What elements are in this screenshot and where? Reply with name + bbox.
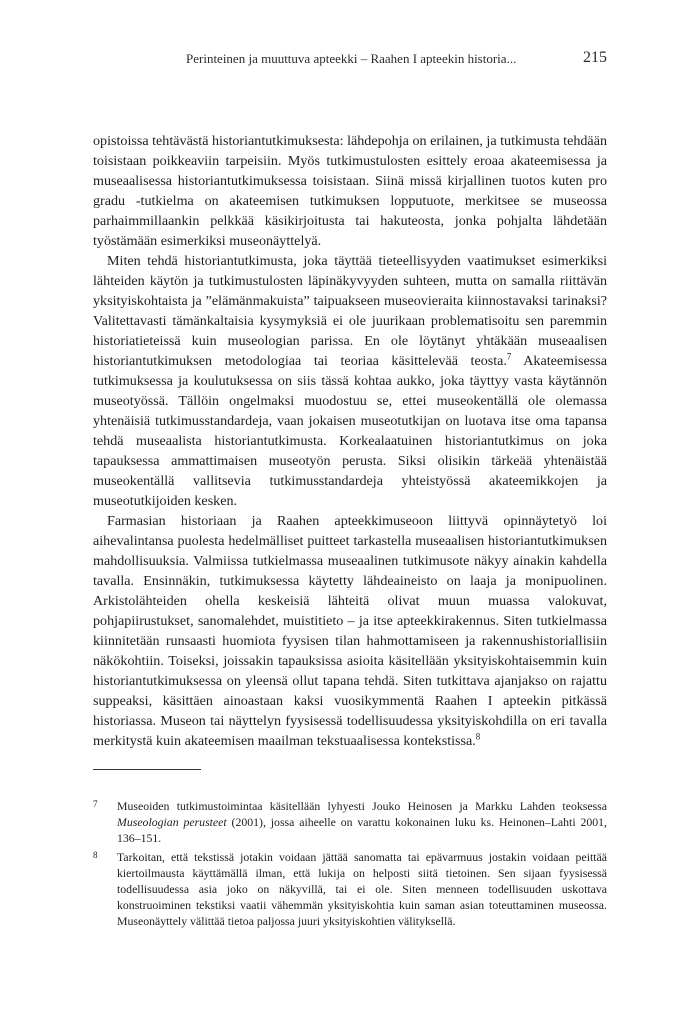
- footnote-ref-8[interactable]: 8: [475, 731, 481, 742]
- footnote-divider: [93, 769, 201, 770]
- paragraph-2: Miten tehdä historiantutkimusta, joka täyttää tieteellisyyden vaatimukset esimerkiksi lähteiden käytön ja tutkimustulosten läpinäkyvyyden suhteen, mutta on samalla riittävän yksityiskohtaista ja ”elämänmakuista” taipuakseen museovieraita kiinnostavaksi tarinaksi? Valitettavasti tämänkaltaisia kysymyksiä ei ole juurikaan problematisoitu sen paremmin historiatieteissä kuin museologian parissa. En ole löytänyt yhtäkään museaalisen historiantutkimuksen metodologiaa tai teoriaa käsittelevää teosta.$^7$ Akateemisessa tutkimuksessa ja koulutuksessa on siis tässä kohtaa aukko, joka täyttyy vasta käytännön museotyössä. Tällöin ongelmaksi muodostuu se, ettei museokentällä ole olemassa yhtenäisiä tutkimusstandardeja, vaan jokaisen museotutkijan on luotava itse oma tapansa tehdä museaalista historiantutkimusta. Korkealaatuinen historiantutkimus on joka tapauksessa ammattimaisen museotyön perusta. Siksi olisikin tärkeää yhtenäistää museokentällä vallitsevia tutkimusstandardeja yhteistyössä akateemikkojen ja museotutkijoiden kesken.: [93, 253, 607, 509]
- footnote-8: [93, 849, 607, 929]
- running-title: Perinteinen ja muuttuva apteekki – Raahen I apteekin historia...: [186, 51, 517, 66]
- footnote-mark: 8: [93, 850, 98, 860]
- footnote-7: [93, 798, 607, 846]
- running-header: [93, 51, 607, 71]
- body-text: [93, 131, 607, 751]
- footnote-text: Museoiden tutkimustoimintaa käsitellään lyhyesti Jouko Heinosen ja Markku Lahden teoksessa Museologian perusteet (2001), jossa aiheelle on varattu kokonainen luku ks. Heinonen–Lahti 2001, 136–151.: [117, 799, 607, 845]
- footnote-text: Tarkoitan, että tekstissä jotakin voidaan jättää sanomatta tai epävarmuus jostakin voidaan peittää kiertoilmausta käyttämällä ilman, että lukija on helposti siitä tietoinen. Sen sijaan fyysisessä todellisuudessa asia joko on näkyvillä, tai ei ole. Siten menneen todellisuuden uskottava konstruoiminen tekstiksi vaatii vähemmän yksityiskohtia kuin saman asian toteuttaminen museossa. Museonäyttely välittää tietoa paljossa juuri yksityiskohtien välityksellä.: [117, 850, 607, 928]
- paragraph-3: Farmasian historiaan ja Raahen apteekkimuseoon liittyvä opinnäytetyö loi aihevalintansa puolesta hedelmälliset puitteet tarkastella museaalisen historiantutkimuksen mahdollisuuksia. Valmiissa tutkielmassa museaalinen tutkimusote näkyy ainakin kahdella tavalla. Ensinnäkin, tutkimuksessa käytetty lähdeaineisto on laaja ja monipuolinen. Arkistolähteiden ohella keskeisiä lähteitä olivat muun muassa valokuvat, pohjapiirustukset, sanomalehdet, muistitieto – ja itse apteekkirakennus. Siten tutkielmassa kiinnitetään runsaasti huomiota fyysisen tilan hahmottamiseen ja rakennushistoriallisiin näkökohtiin. Toiseksi, joissakin tapauksissa asioita käsitellään yksityiskohtaisemmin kuin historiantutkimuksessa on yleensä ollut tapana tehdä. Siten tutkittava ajanjakso on rajattu suppeaksi, käsittäen ainoastaan kaksi vuosikymmentä Raahen I apteekin pitkässä historiassa. Museon tai näyttelyn fyysisessä todellisuudessa yksityiskohdilla on eri tavalla merkitystä kuin akateemisen maailman tekstuaalisessa kontekstissa.$^8$: [93, 513, 607, 749]
- footnotes: [93, 798, 607, 932]
- page-number: 215: [583, 49, 607, 66]
- footnote-mark: 7: [93, 799, 98, 809]
- book-title: Museologian perusteet: [117, 815, 227, 829]
- paragraph-1: opistoissa tehtävästä historiantutkimuksesta: lähdepohja on erilainen, ja tutkimusta tehdään toisistaan poikkeaviin tarpeisiin. Myös tutkimustulosten esittely eroaa akateemisessa ja museaalisessa historiantutkimuksessa toisistaan. Siinä missä kirjallinen tuotos kuten pro gradu -tutkielma on akateemisen tutkimuksen lopputuote, merkitsee se museossa parhaimmillaankin pelkkää käsikirjoitusta tai hakuteosta, jonka pohjalta lähdetään työstämään esimerkiksi museonäyttelyä.: [93, 133, 607, 249]
- footnote-ref-7[interactable]: 7: [506, 351, 512, 362]
